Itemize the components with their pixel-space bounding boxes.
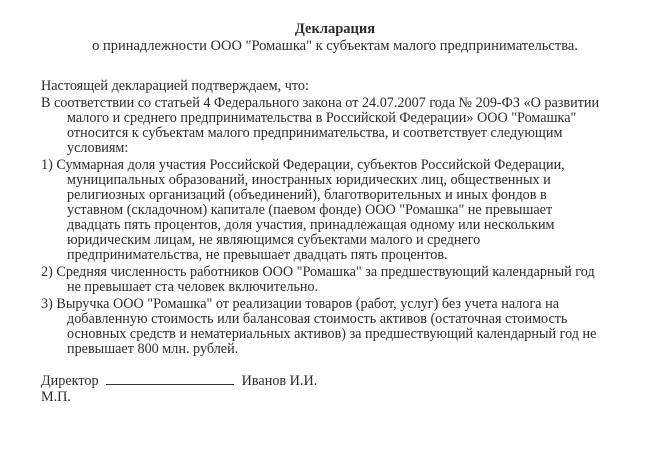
- preamble-line: В соответствии со статьей 4 Федерального закона от 24.07.2007 года № 209-ФЗ «О развитии: [41, 95, 600, 111]
- signature-position: Директор: [41, 373, 99, 389]
- signature-name: Иванов И.И.: [241, 373, 318, 389]
- condition-line: не превышает ста человек включительно.: [67, 279, 319, 295]
- signature-block: [41, 373, 317, 389]
- condition-line: основных средств и нематериальных активов) за предшествующий календарный год не: [67, 326, 597, 342]
- condition-line: 1) Суммарная доля участия Российской Федерации, субъектов Российской Федерации,: [41, 157, 565, 173]
- document-title: Декларация: [294, 21, 376, 37]
- condition-line: муниципальных образований, иностранных юридических лиц, общественных и: [67, 172, 551, 188]
- intro-text: Настоящей декларацией подтверждаем, что:: [41, 78, 309, 94]
- preamble-line: малого и среднего предпринимательства в Российской Федерации» ООО "Ромашка": [67, 110, 577, 126]
- condition-line: 2) Средняя численность работников ООО "Ромашка" за предшествующий календарный год: [41, 264, 595, 280]
- condition-line: двадцать пять процентов, доля участия, принадлежащая одному или нескольким: [67, 217, 555, 233]
- document-subtitle: о принадлежности ООО "Ромашка" к субъектам малого предпринимательства.: [92, 38, 578, 54]
- condition-line: 3) Выручка ООО "Ромашка" от реализации товаров (работ, услуг) без учета налога на: [41, 296, 560, 312]
- condition-line: предпринимательства, не превышает двадцать пять процентов.: [67, 247, 448, 263]
- condition-line: добавленную стоимость или балансовая стоимость активов (остаточная стоимость: [67, 311, 568, 327]
- condition-line: превышает 800 млн. рублей.: [67, 341, 239, 357]
- preamble-line: относится к субъектам малого предпринимательства, и соответствует следующим: [67, 125, 563, 141]
- preamble-line: условиям:: [67, 140, 129, 156]
- stamp-placeholder: М.П.: [41, 389, 71, 405]
- condition-line: уставном (складочном) капитале (паевом фонде) ООО "Ромашка" не превышает: [67, 202, 553, 218]
- signature-line: [106, 373, 234, 385]
- condition-line: религиозных организаций (объединений), благотворительных и иных фондов в: [67, 187, 547, 203]
- condition-line: юридическим лицам, не являющимся субъектами малого и среднего: [67, 232, 481, 248]
